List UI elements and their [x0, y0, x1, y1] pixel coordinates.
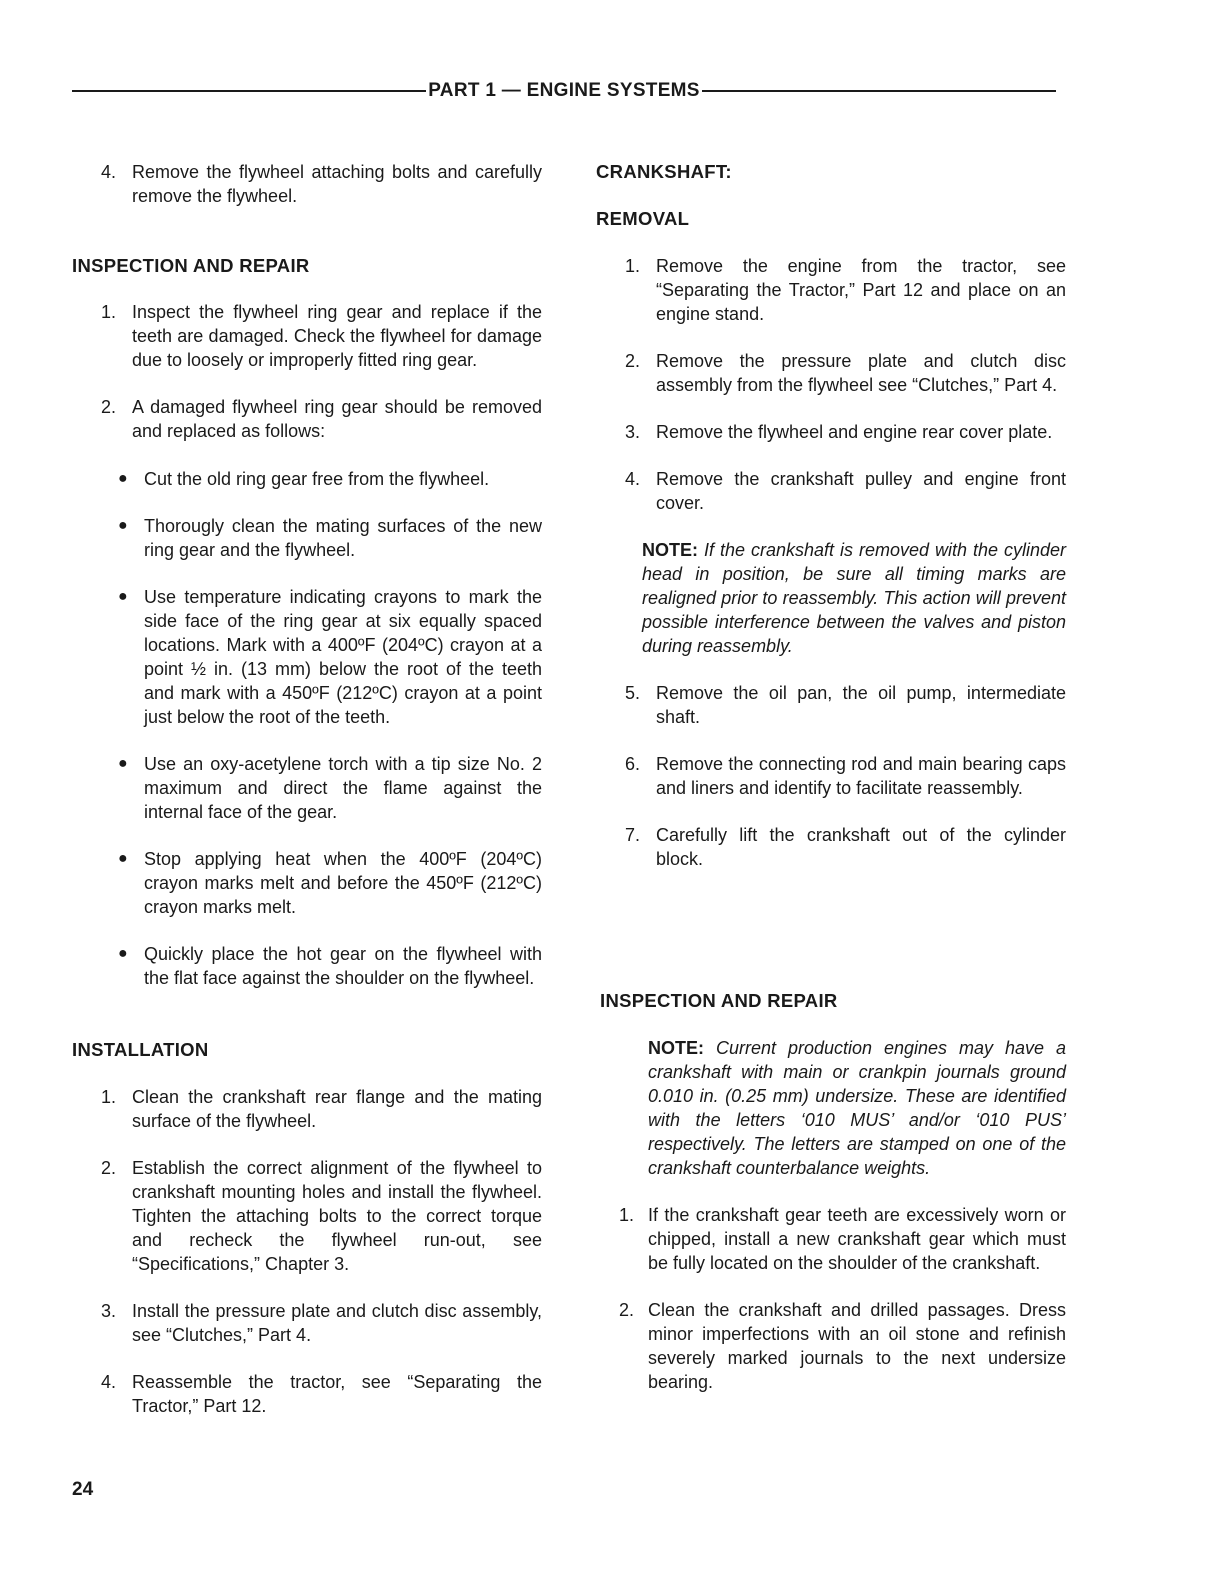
section-heading-inspection: INSPECTION AND REPAIR [72, 255, 310, 276]
list-item: 5. Remove the oil pan, the oil pump, intermediate shaft. [624, 683, 1066, 727]
right-column [596, 160, 1066, 1394]
bullet-icon: ● [118, 945, 128, 962]
list-item: 1. Inspect the flywheel ring gear and replace if the teeth are damaged. Check the flywheel for damage due to loosely or improperly fitted ring gear. [100, 302, 542, 370]
list-item: 4. Reassemble the tractor, see “Separating the Tractor,” Part 12. [100, 1372, 542, 1416]
bullet-item: ● Use temperature indicating crayons to mark the side face of the ring gear at six equally spaced locations. Mark with a 400ºF (204ºC) crayon at a point ½ in. (13 mm) below the root of the teeth and mark with a 450ºF (212ºC) crayon at a point just below the root of the teeth. [118, 587, 542, 727]
left-column [72, 160, 542, 1418]
note-block [596, 538, 1066, 658]
bullet-icon: ● [118, 850, 128, 867]
bullet-icon: ● [118, 755, 128, 772]
section-heading-crankshaft: CRANKSHAFT: [596, 161, 732, 182]
header-rule-left [72, 90, 426, 92]
note-label: NOTE: [648, 1038, 704, 1058]
page-number: 24 [72, 1479, 94, 1500]
header-rule-right [702, 90, 1056, 92]
list-item: 7. Carefully lift the crankshaft out of the cylinder block. [624, 825, 1066, 869]
note-block [596, 1036, 1066, 1180]
bullet-icon: ● [118, 588, 128, 605]
note-text: Current production engines may have a crankshaft with main or crankpin journals ground 0.010 in. (0.25 mm) undersize. These are identified with the letters ‘010 MUS’ and/or ‘010 PUS’ respectively. The letters are stamped on one of the crankshaft counterbalance weights. [648, 1038, 1066, 1178]
list-item: 2. Establish the correct alignment of the flywheel to crankshaft mounting holes and install the flywheel. Tighten the attaching bolts to the correct torque and recheck the flywheel run-out, see “Specifications,” Chapter 3. [100, 1158, 542, 1274]
bullet-icon: ● [118, 517, 128, 534]
bullet-item: ● Quickly place the hot gear on the flywheel with the flat face against the shoulder on the flywheel. [118, 944, 542, 988]
list-item: 1. Remove the engine from the tractor, see “Separating the Tractor,” Part 12 and place on an engine stand. [624, 256, 1066, 324]
list-item: 1. If the crankshaft gear teeth are excessively worn or chipped, install a new crankshaft gear which must be fully located on the shoulder of the crankshaft. [618, 1205, 1066, 1273]
list-item: 2. Clean the crankshaft and drilled passages. Dress minor imperfections with an oil stone and refinish severely marked journals to the next undersize bearing. [618, 1300, 1066, 1392]
list-item: 4. Remove the flywheel attaching bolts and carefully remove the flywheel. [100, 162, 542, 206]
section-heading-installation: INSTALLATION [72, 1039, 209, 1060]
list-item: 2. Remove the pressure plate and clutch disc assembly from the flywheel see “Clutches,” Part 4. [624, 351, 1066, 395]
list-item: 6. Remove the connecting rod and main bearing caps and liners and identify to facilitate reassembly. [624, 754, 1066, 798]
list-item: 4. Remove the crankshaft pulley and engine front cover. [624, 469, 1066, 513]
list-item: 3. Install the pressure plate and clutch disc assembly, see “Clutches,” Part 4. [100, 1301, 542, 1345]
header-title: PART 1 — ENGINE SYSTEMS [428, 80, 700, 101]
list-item: 1. Clean the crankshaft rear flange and the mating surface of the flywheel. [100, 1087, 542, 1131]
section-heading-inspection-right: INSPECTION AND REPAIR [600, 990, 838, 1011]
note-label: NOTE: [642, 540, 698, 560]
bullet-item: ● Use an oxy-acetylene torch with a tip size No. 2 maximum and direct the flame against the internal face of the gear. [118, 754, 542, 822]
bullet-item: ● Thorougly clean the mating surfaces of the new ring gear and the flywheel. [118, 516, 542, 560]
list-item: 2. A damaged flywheel ring gear should be removed and replaced as follows: [100, 397, 542, 441]
bullet-item: ● Stop applying heat when the 400ºF (204ºC) crayon marks melt and before the 450ºF (212ºC) crayon marks melt. [118, 849, 542, 917]
list-item: 3. Remove the flywheel and engine rear cover plate. [624, 422, 1053, 442]
bullet-icon: ● [118, 470, 128, 487]
page-header [72, 80, 1056, 102]
bullet-item: ● Cut the old ring gear free from the flywheel. [118, 469, 490, 489]
section-heading-removal: REMOVAL [596, 208, 690, 229]
note-text: If the crankshaft is removed with the cylinder head in position, be sure all timing marks are realigned prior to reassembly. This action will prevent possible interference between the valves and piston during reassembly. [642, 540, 1066, 656]
